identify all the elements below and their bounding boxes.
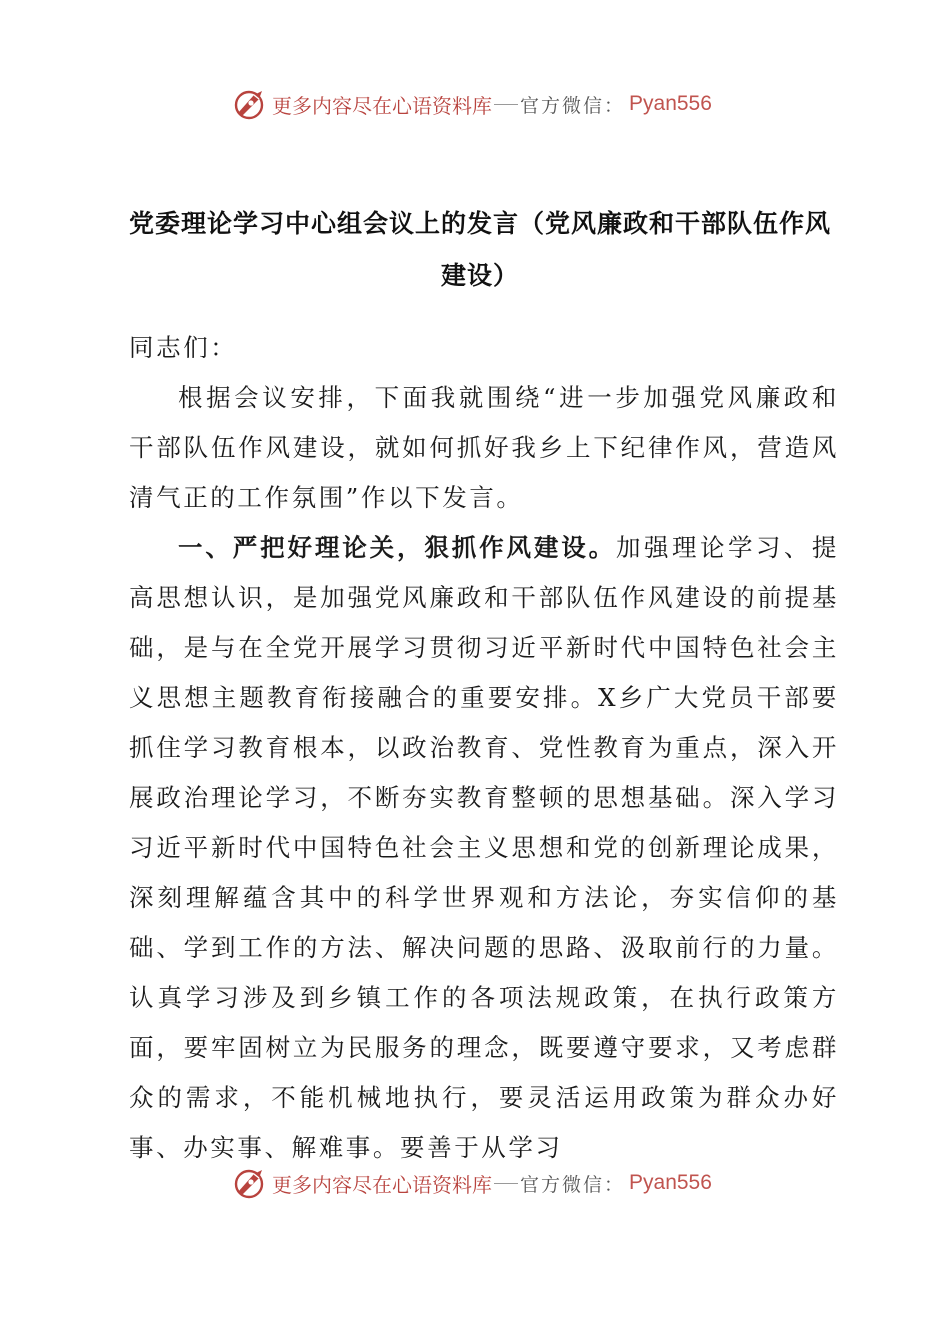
salutation: 同志们：: [129, 333, 238, 362]
watermark-banner-top: [232, 84, 712, 124]
intro-paragraph: 根据会议安排，下面我就围绕“进一步加强党风廉政和干部队伍作风建设，就如何抓好我乡上下纪律作风，营造风清气正的工作氛围”作以下发言。: [129, 383, 839, 512]
watermark-separator: [494, 1183, 518, 1184]
watermark-banner-bottom: [232, 1163, 712, 1203]
pen-nib-logo-icon: [232, 1165, 268, 1201]
watermark-brand-text: 更多内容尽在心语资料库: [272, 93, 492, 118]
section-1-paragraph: [129, 523, 839, 1173]
pen-nib-logo-icon: [232, 86, 268, 122]
watermark-wechat-id: Pyan556: [629, 92, 712, 115]
section-1-text: 加强理论学习、提高思想认识，是加强党风廉政和干部队伍作风建设的前提基础，是与在全党开展学习贯彻习近平新时代中国特色社会主义思想主题教育衔接融合的重要安排。X乡广大党员干部要抓住学习教育根本，以政治教育、党性教育为重点，深入开展政治理论学习，不断夯实教育整顿的思想基础。深入学习习近平新时代中国特色社会主义思想和党的创新理论成果，深刻理解蕴含其中的科学世界观和方法论，夯实信仰的基础、学到工作的方法、解决问题的思路、汲取前行的力量。认真学习涉及到乡镇工作的各项法规政策，在执行政策方面，要牢固树立为民服务的理念，既要遵守要求，又考虑群众的需求，不能机械地执行，要灵活运用政策为群众办好事、办实事、解难事。要善于从学习: [129, 533, 839, 1162]
watermark-wechat-id: Pyan556: [629, 1171, 712, 1194]
watermark-official-label: 官方微信：: [520, 94, 626, 117]
watermark-brand-text: 更多内容尽在心语资料库: [272, 1172, 492, 1197]
watermark-separator: [494, 104, 518, 105]
watermark-official-label: 官方微信：: [520, 1173, 626, 1196]
document-body: [129, 323, 839, 1173]
section-1-heading: 一、严把好理论关，狠抓作风建设。: [178, 533, 617, 562]
document-title: 党委理论学习中心组会议上的发言（党风廉政和干部队伍作风建设）: [128, 209, 831, 290]
